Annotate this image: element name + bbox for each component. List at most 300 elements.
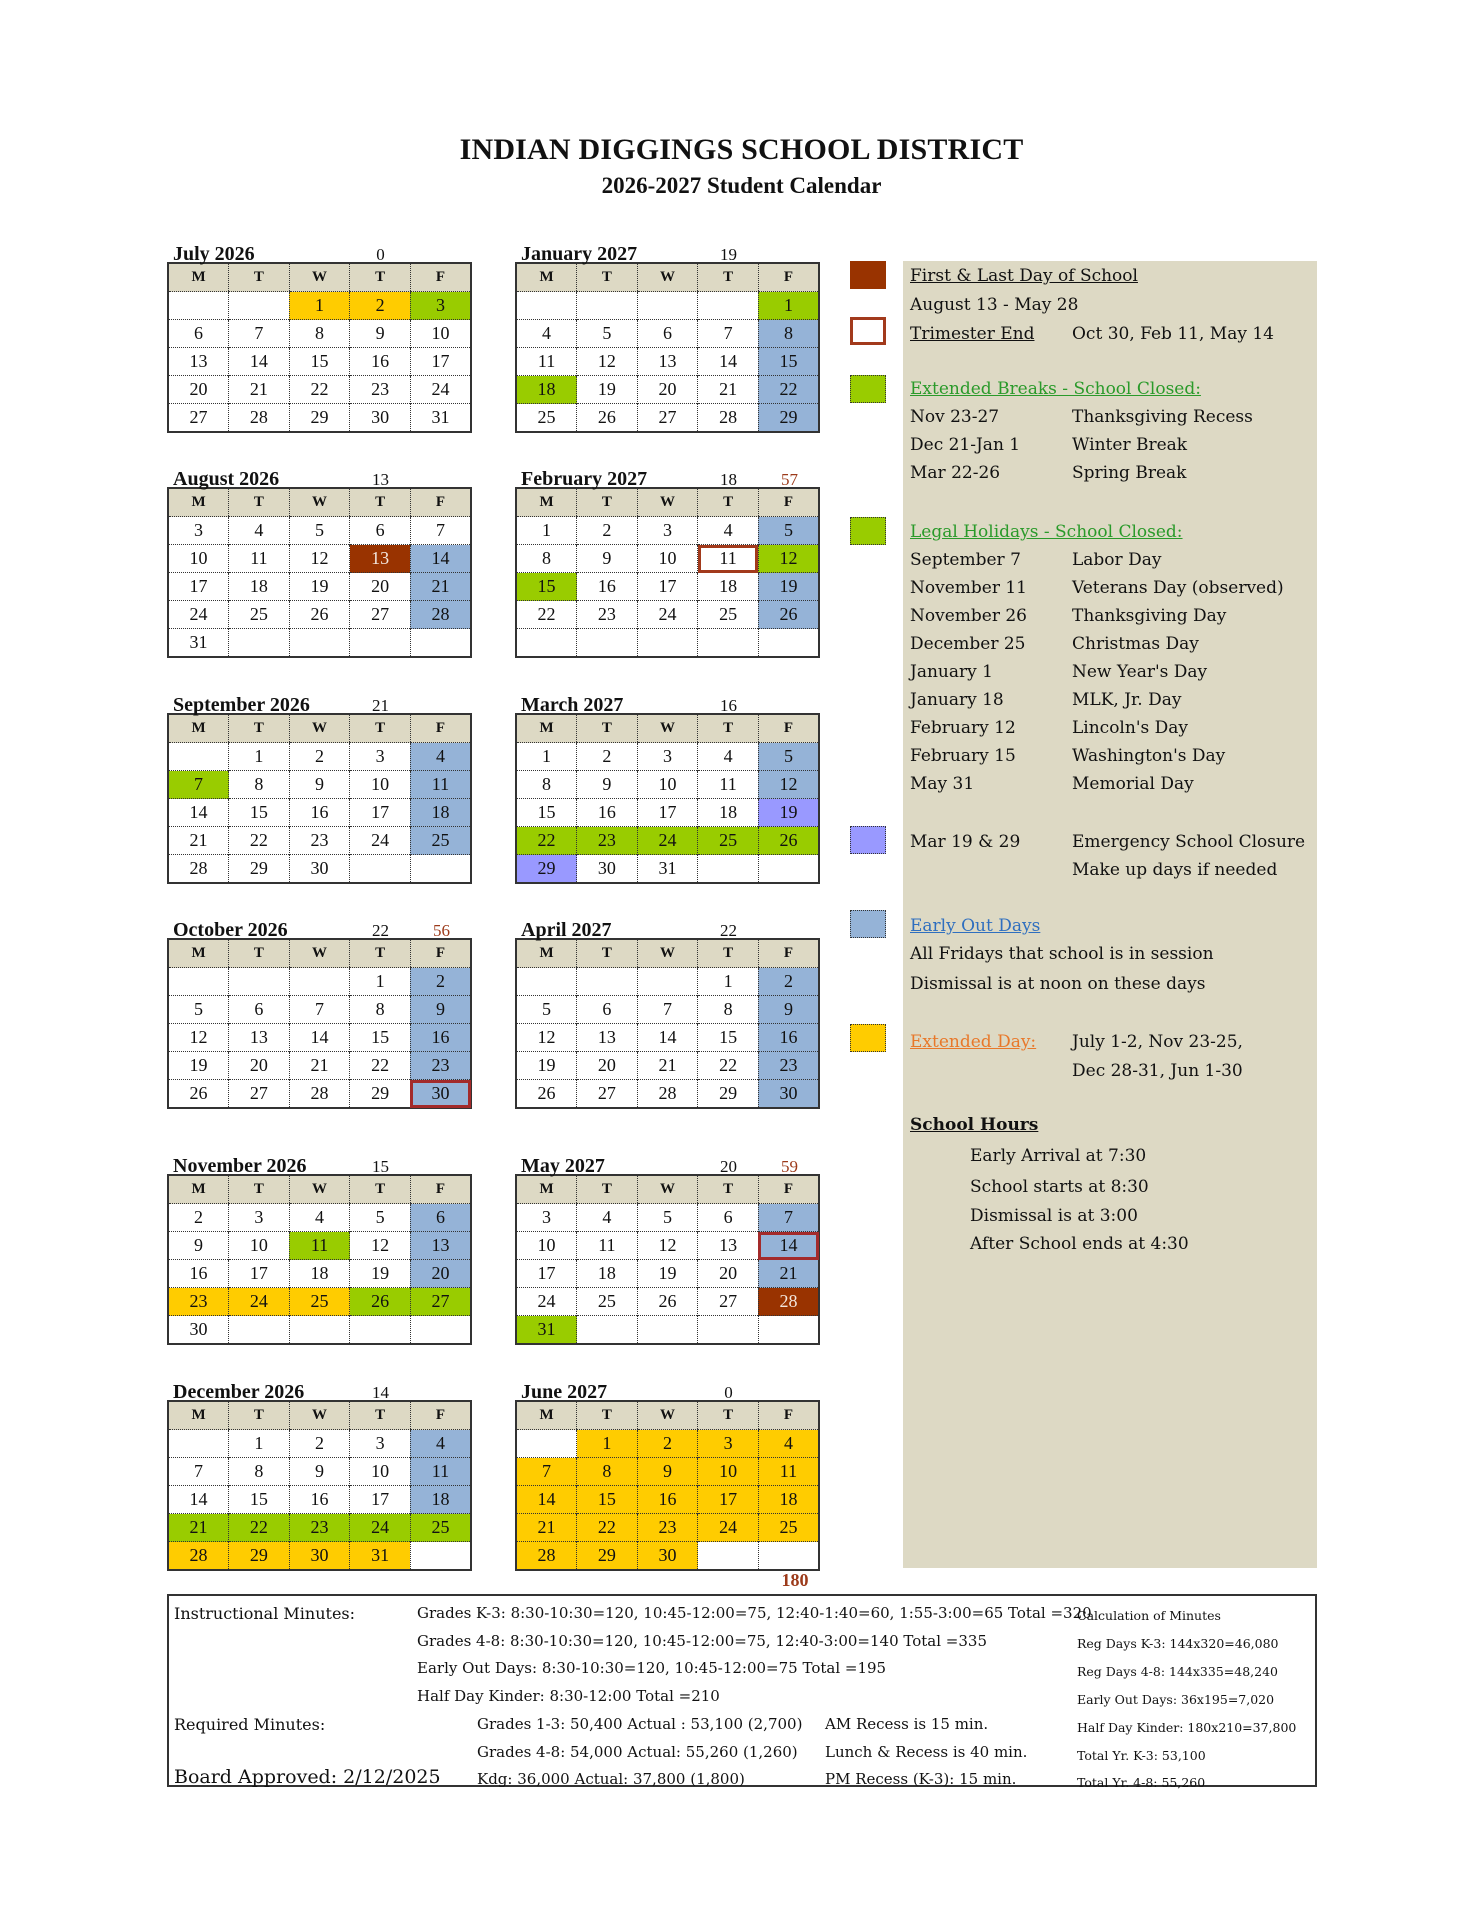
day-cell: 15 [516, 799, 577, 827]
holiday-name: Veterans Day (observed) [1072, 578, 1284, 598]
day-cell: 31 [168, 629, 229, 658]
early-out-title: Early Out Days [910, 916, 1041, 936]
day-cell: 26 [758, 601, 819, 629]
day-cell: 16 [350, 348, 411, 376]
day-cell: 16 [168, 1260, 229, 1288]
day-cell: 7 [698, 320, 759, 348]
extended-break-swatch-icon [850, 375, 886, 403]
day-cell: 29 [229, 1542, 290, 1571]
day-cell: 7 [758, 1204, 819, 1232]
week-row [168, 1024, 471, 1052]
calc-line: Half Day Kinder: 180x210=37,800 [1077, 1720, 1297, 1735]
school-hours-title: School Hours [910, 1115, 1039, 1135]
month-header [515, 240, 820, 265]
month-table [167, 487, 472, 658]
weekday-header-row [168, 263, 471, 292]
weekday-label: T [698, 1175, 759, 1204]
week-row [516, 1542, 819, 1571]
week-row [516, 855, 819, 884]
week-row [168, 799, 471, 827]
empty-day-cell [637, 1316, 698, 1345]
day-cell: 9 [577, 545, 638, 573]
day-cell: 23 [168, 1288, 229, 1316]
day-cell: 19 [758, 573, 819, 601]
month-calendar-january-2027 [515, 240, 820, 433]
recess-line: AM Recess is 15 min. [825, 1715, 989, 1733]
empty-day-cell [289, 1316, 350, 1345]
month-table [515, 1400, 820, 1571]
week-row [516, 292, 819, 320]
day-cell: 14 [758, 1232, 819, 1260]
week-row [168, 1232, 471, 1260]
empty-day-cell [637, 629, 698, 658]
day-cell: 1 [229, 743, 290, 771]
day-cell: 9 [289, 771, 350, 799]
day-cell: 7 [168, 1458, 229, 1486]
weekday-label: T [577, 263, 638, 292]
day-cell: 26 [516, 1080, 577, 1109]
week-row [168, 320, 471, 348]
weekday-label: M [516, 1401, 577, 1430]
day-cell: 28 [289, 1080, 350, 1109]
day-cell: 15 [229, 799, 290, 827]
empty-day-cell [698, 629, 759, 658]
week-row [516, 601, 819, 629]
required-minutes-label: Required Minutes: [174, 1715, 326, 1734]
day-cell: 20 [229, 1052, 290, 1080]
day-cell: 1 [289, 292, 350, 320]
day-cell: 19 [168, 1052, 229, 1080]
day-cell: 6 [698, 1204, 759, 1232]
day-cell: 5 [758, 517, 819, 545]
week-row [168, 1080, 471, 1109]
month-name: April 2027 [521, 919, 612, 941]
day-cell: 14 [637, 1024, 698, 1052]
day-cell: 18 [410, 1486, 471, 1514]
month-school-days: 22 [720, 921, 737, 940]
weekday-label: T [577, 714, 638, 743]
day-cell: 29 [758, 404, 819, 433]
weekday-label: T [350, 1175, 411, 1204]
empty-day-cell [350, 629, 411, 658]
weekday-label: T [229, 263, 290, 292]
week-row [168, 827, 471, 855]
weekday-label: M [168, 488, 229, 517]
day-cell: 3 [516, 1204, 577, 1232]
month-calendar-september-2026 [167, 691, 472, 884]
week-row [516, 1288, 819, 1316]
week-row [516, 517, 819, 545]
day-cell: 31 [516, 1316, 577, 1345]
trimester-dates: Oct 30, Feb 11, May 14 [1072, 324, 1274, 344]
weekday-label: W [637, 488, 698, 517]
holiday-name: Lincoln's Day [1072, 718, 1188, 738]
day-cell: 8 [577, 1458, 638, 1486]
weekday-header-row [168, 1401, 471, 1430]
day-cell: 25 [229, 601, 290, 629]
first-last-title: First & Last Day of School [910, 266, 1138, 286]
weekday-header-row [168, 939, 471, 968]
day-cell: 27 [350, 601, 411, 629]
day-cell: 24 [168, 601, 229, 629]
day-cell: 4 [577, 1204, 638, 1232]
day-cell: 10 [698, 1458, 759, 1486]
day-cell: 27 [577, 1080, 638, 1109]
weekday-label: M [516, 263, 577, 292]
holiday-date: February 15 [910, 746, 1016, 766]
trimester-title: Trimester End [910, 324, 1035, 344]
day-cell: 8 [350, 996, 411, 1024]
day-cell: 2 [758, 968, 819, 996]
empty-day-cell [168, 1430, 229, 1458]
day-cell: 27 [410, 1288, 471, 1316]
empty-day-cell [698, 292, 759, 320]
weekday-label: T [350, 714, 411, 743]
day-cell: 28 [698, 404, 759, 433]
holiday-date: September 7 [910, 550, 1021, 570]
day-cell: 22 [577, 1514, 638, 1542]
week-row [516, 743, 819, 771]
weekday-label: T [577, 1401, 638, 1430]
week-row [168, 376, 471, 404]
day-cell: 22 [350, 1052, 411, 1080]
week-row [516, 1514, 819, 1542]
month-table [167, 262, 472, 433]
day-cell: 2 [168, 1204, 229, 1232]
day-cell: 16 [637, 1486, 698, 1514]
week-row [516, 376, 819, 404]
weekday-label: M [168, 714, 229, 743]
day-cell: 21 [637, 1052, 698, 1080]
day-cell: 25 [698, 601, 759, 629]
day-cell: 4 [289, 1204, 350, 1232]
week-row [516, 1430, 819, 1458]
day-cell: 5 [516, 996, 577, 1024]
day-cell: 2 [577, 743, 638, 771]
weekday-label: F [758, 263, 819, 292]
month-name: June 2027 [521, 1381, 608, 1403]
legal-holiday-swatch-icon [850, 517, 886, 545]
month-header [167, 240, 472, 265]
day-cell: 16 [289, 1486, 350, 1514]
day-cell: 20 [350, 573, 411, 601]
day-cell: 1 [577, 1430, 638, 1458]
day-cell: 21 [289, 1052, 350, 1080]
day-cell: 12 [637, 1232, 698, 1260]
calc-line: Reg Days K-3: 144x320=46,080 [1077, 1636, 1279, 1651]
weekday-header-row [516, 714, 819, 743]
day-cell: 3 [350, 1430, 411, 1458]
weekday-label: M [168, 939, 229, 968]
day-cell: 17 [637, 799, 698, 827]
recess-line: PM Recess (K-3): 15 min. [825, 1770, 1017, 1788]
day-cell: 8 [289, 320, 350, 348]
weekday-label: F [410, 714, 471, 743]
day-cell: 30 [758, 1080, 819, 1109]
early-out-line2: Dismissal is at noon on these days [910, 974, 1206, 994]
day-cell: 26 [637, 1288, 698, 1316]
day-cell: 12 [168, 1024, 229, 1052]
day-cell: 29 [350, 1080, 411, 1109]
week-row [516, 1316, 819, 1345]
week-row [516, 348, 819, 376]
month-school-days: 13 [372, 470, 389, 489]
day-cell: 10 [350, 1458, 411, 1486]
weekday-label: T [698, 263, 759, 292]
weekday-label: W [637, 714, 698, 743]
empty-day-cell [637, 968, 698, 996]
empty-day-cell [758, 1542, 819, 1571]
week-row [516, 1458, 819, 1486]
holiday-name: Thanksgiving Day [1072, 606, 1227, 626]
weekday-header-row [516, 1175, 819, 1204]
month-name: August 2026 [173, 468, 280, 490]
day-cell: 29 [289, 404, 350, 433]
empty-day-cell [758, 855, 819, 884]
day-cell: 6 [350, 517, 411, 545]
day-cell: 4 [410, 1430, 471, 1458]
day-cell: 16 [577, 573, 638, 601]
month-school-days: 0 [376, 245, 385, 264]
day-cell: 16 [758, 1024, 819, 1052]
extended-day-line1: July 1-2, Nov 23-25, [1072, 1032, 1243, 1052]
day-cell: 13 [229, 1024, 290, 1052]
month-school-days: 20 [720, 1157, 737, 1176]
holiday-name: Labor Day [1072, 550, 1162, 570]
day-cell: 1 [350, 968, 411, 996]
weekday-header-row [516, 488, 819, 517]
calendar-subtitle: 2026-2027 Student Calendar [601, 173, 882, 198]
weekday-label: T [350, 488, 411, 517]
day-cell: 18 [698, 573, 759, 601]
day-cell: 4 [516, 320, 577, 348]
day-cell: 12 [516, 1024, 577, 1052]
instructional-minutes-label: Instructional Minutes: [174, 1604, 356, 1623]
day-cell: 11 [229, 545, 290, 573]
day-cell: 17 [410, 348, 471, 376]
day-cell: 6 [229, 996, 290, 1024]
day-cell: 11 [577, 1232, 638, 1260]
week-row [168, 545, 471, 573]
day-cell: 6 [168, 320, 229, 348]
day-cell: 12 [350, 1232, 411, 1260]
week-row [168, 743, 471, 771]
calc-line: Early Out Days: 36x195=7,020 [1077, 1692, 1275, 1707]
day-cell: 24 [698, 1514, 759, 1542]
day-cell: 12 [758, 771, 819, 799]
break-name: Spring Break [1072, 463, 1187, 483]
instructional-line: Grades 4-8: 8:30-10:30=120, 10:45-12:00=75, 12:40-3:00=140 Total =335 [417, 1632, 987, 1650]
weekday-label: W [637, 263, 698, 292]
empty-day-cell [229, 629, 290, 658]
day-cell: 14 [168, 799, 229, 827]
week-row [516, 968, 819, 996]
day-cell: 19 [516, 1052, 577, 1080]
week-row [516, 1260, 819, 1288]
empty-day-cell [577, 1316, 638, 1345]
day-cell: 21 [758, 1260, 819, 1288]
holiday-date: February 12 [910, 718, 1016, 738]
empty-day-cell [289, 968, 350, 996]
day-cell: 23 [410, 1052, 471, 1080]
day-cell: 18 [577, 1260, 638, 1288]
day-cell: 31 [637, 855, 698, 884]
day-cell: 25 [577, 1288, 638, 1316]
day-cell: 31 [350, 1542, 411, 1571]
empty-day-cell [350, 855, 411, 884]
month-school-days: 22 [372, 921, 389, 940]
day-cell: 7 [410, 517, 471, 545]
trimester-cumulative-days: 59 [781, 1157, 798, 1176]
empty-day-cell [758, 629, 819, 658]
day-cell: 14 [168, 1486, 229, 1514]
day-cell: 9 [289, 1458, 350, 1486]
day-cell: 24 [516, 1288, 577, 1316]
day-cell: 19 [637, 1260, 698, 1288]
weekday-label: W [289, 1401, 350, 1430]
day-cell: 17 [168, 573, 229, 601]
day-cell: 5 [577, 320, 638, 348]
month-name: October 2026 [173, 919, 288, 941]
weekday-label: T [229, 714, 290, 743]
empty-day-cell [350, 1316, 411, 1345]
week-row [516, 1080, 819, 1109]
day-cell: 5 [168, 996, 229, 1024]
day-cell: 4 [229, 517, 290, 545]
day-cell: 28 [410, 601, 471, 629]
day-cell: 18 [698, 799, 759, 827]
day-cell: 3 [229, 1204, 290, 1232]
day-cell: 26 [758, 827, 819, 855]
day-cell: 24 [410, 376, 471, 404]
month-table [515, 262, 820, 433]
weekday-label: T [698, 939, 759, 968]
holiday-date: January 18 [910, 690, 1004, 710]
month-table [167, 713, 472, 884]
month-header [515, 1152, 820, 1177]
week-row [516, 799, 819, 827]
day-cell: 24 [637, 827, 698, 855]
day-cell: 28 [229, 404, 290, 433]
calc-line: Reg Days 4-8: 144x335=48,240 [1077, 1664, 1279, 1679]
weekday-label: F [410, 488, 471, 517]
district-title: INDIAN DIGGINGS SCHOOL DISTRICT [459, 133, 1024, 166]
calc-line: Total Yr. K-3: 53,100 [1077, 1748, 1206, 1763]
day-cell: 25 [516, 404, 577, 433]
week-row [516, 404, 819, 433]
month-calendar-october-2026 [167, 916, 472, 1109]
day-cell: 29 [577, 1542, 638, 1571]
month-name: December 2026 [173, 1381, 305, 1403]
day-cell: 22 [229, 1514, 290, 1542]
day-cell: 10 [516, 1232, 577, 1260]
week-row [168, 996, 471, 1024]
day-cell: 8 [229, 771, 290, 799]
day-cell: 29 [698, 1080, 759, 1109]
empty-day-cell [168, 292, 229, 320]
holiday-name: Washington's Day [1072, 746, 1226, 766]
week-row [168, 1052, 471, 1080]
break-name: Winter Break [1072, 435, 1188, 455]
day-cell: 9 [577, 771, 638, 799]
weekday-label: T [577, 488, 638, 517]
empty-day-cell [577, 968, 638, 996]
week-row [168, 404, 471, 433]
month-table [515, 1174, 820, 1345]
day-cell: 12 [289, 545, 350, 573]
day-cell: 5 [758, 743, 819, 771]
day-cell: 5 [289, 517, 350, 545]
day-cell: 20 [410, 1260, 471, 1288]
day-cell: 15 [758, 348, 819, 376]
day-cell: 22 [698, 1052, 759, 1080]
weekday-label: F [410, 1175, 471, 1204]
empty-day-cell [577, 292, 638, 320]
month-school-days: 16 [720, 696, 737, 715]
month-header [167, 691, 472, 716]
weekday-label: M [168, 1175, 229, 1204]
day-cell: 12 [758, 545, 819, 573]
day-cell: 1 [516, 517, 577, 545]
school-hours-item: Early Arrival at 7:30 [970, 1146, 1147, 1166]
day-cell: 10 [168, 545, 229, 573]
empty-day-cell [410, 855, 471, 884]
day-cell: 20 [168, 376, 229, 404]
weekday-label: M [516, 939, 577, 968]
day-cell: 29 [229, 855, 290, 884]
weekday-label: M [516, 1175, 577, 1204]
day-cell: 16 [577, 799, 638, 827]
weekday-header-row [516, 1401, 819, 1430]
calc-title: Calculation of Minutes [1077, 1608, 1221, 1623]
day-cell: 9 [758, 996, 819, 1024]
weekday-label: F [758, 939, 819, 968]
required-line: Kdg: 36,000 Actual: 37,800 (1,800) [477, 1770, 745, 1788]
day-cell: 14 [698, 348, 759, 376]
month-calendar-june-2027 [515, 1378, 820, 1571]
week-row [516, 996, 819, 1024]
month-name: January 2027 [521, 243, 638, 265]
weekday-label: F [758, 1175, 819, 1204]
day-cell: 24 [350, 1514, 411, 1542]
day-cell: 17 [229, 1260, 290, 1288]
day-cell: 17 [698, 1486, 759, 1514]
break-date: Dec 21-Jan 1 [910, 435, 1021, 455]
week-row [168, 855, 471, 884]
empty-day-cell [229, 968, 290, 996]
month-table [167, 1174, 472, 1345]
day-cell: 29 [516, 855, 577, 884]
weekday-label: T [350, 1401, 411, 1430]
empty-day-cell [577, 629, 638, 658]
day-cell: 13 [577, 1024, 638, 1052]
week-row [168, 1542, 471, 1571]
day-cell: 21 [229, 376, 290, 404]
holiday-name: Memorial Day [1072, 774, 1194, 794]
required-line: Grades 4-8: 54,000 Actual: 55,260 (1,260) [477, 1743, 798, 1761]
weekday-label: T [229, 488, 290, 517]
month-table [515, 938, 820, 1109]
day-cell: 10 [410, 320, 471, 348]
month-table [167, 1400, 472, 1571]
day-cell: 27 [698, 1288, 759, 1316]
day-cell: 13 [637, 348, 698, 376]
day-cell: 19 [289, 573, 350, 601]
day-cell: 28 [758, 1288, 819, 1316]
day-cell: 24 [229, 1288, 290, 1316]
break-name: Thanksgiving Recess [1072, 407, 1253, 427]
day-cell: 23 [577, 827, 638, 855]
